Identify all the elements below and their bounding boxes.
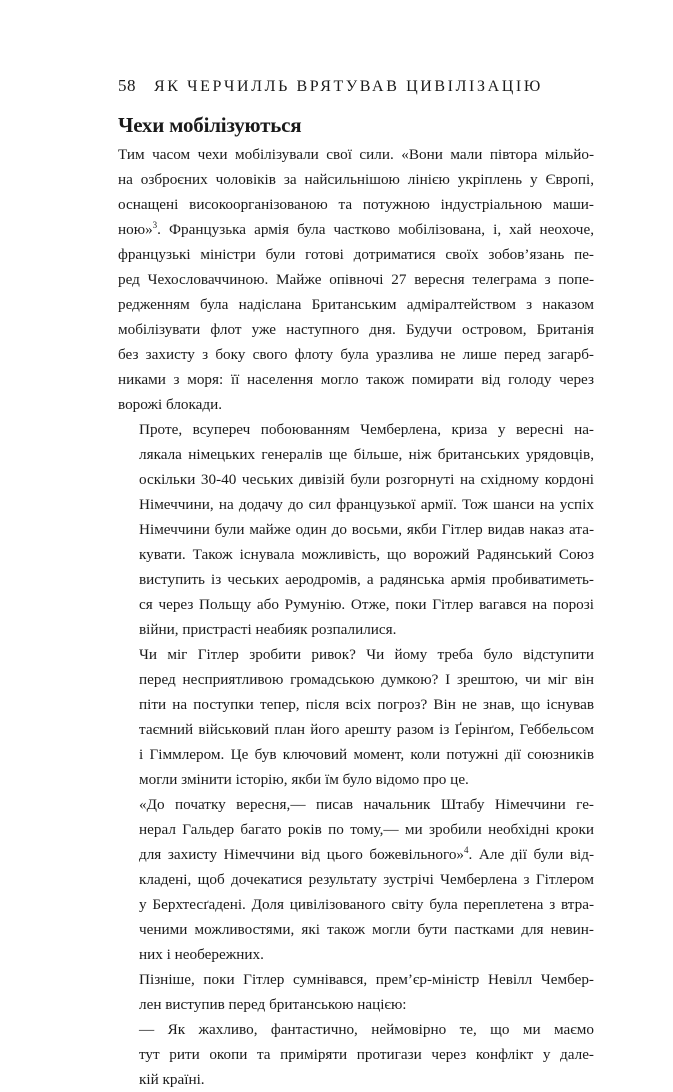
text-line: перед несприятливою громадською думкою? І зрештою, чи міг він: [139, 671, 594, 688]
text-line: кладені, щоб дочекатися результату зустрічі Чемберлена з Гітлером: [139, 871, 594, 888]
book-page: [118, 76, 594, 1092]
paragraph-5: [118, 967, 594, 1017]
text-line: кувати. Також існувала можливість, що ворожий Радянський Союз: [139, 546, 594, 563]
text-line: ченими можливостями, які також могли бути пастками для невин-: [139, 921, 594, 938]
text-line: — Як жахливо, фантастично, неймовірно те, що ми маємо: [139, 1021, 594, 1038]
paragraph-2: [118, 417, 594, 642]
text-line: нерал Гальдер багато років по тому,— ми зробили необхідні кроки: [139, 821, 594, 838]
text-line: ред Чехословаччиною. Майже опівночі 27 вересня телеграма з попе-: [118, 271, 594, 288]
text-line: «До початку вересня,— писав начальник Штабу Німеччини ге-: [139, 796, 594, 813]
text-line: ворожі блокади.: [118, 396, 223, 413]
text-line: війни, пристрасті неабияк розпалилися.: [139, 621, 397, 638]
section-title: Чехи мобілізуються: [118, 113, 302, 137]
text-line-with-footnote: ною»$^3$. Французька армія була частково мобілізована, і, хай неохоче,: [118, 219, 594, 238]
text-line: Німеччини були майже один до восьми, якби Гітлер видав наказ ата-: [139, 521, 594, 538]
text-line: французькі міністри були готові дотриматися своїх зобов’язань пе-: [118, 246, 594, 263]
text-fragment: Французька армія була частково мобілізована, і, хай неохоче,: [169, 221, 594, 238]
text-fragment: ною»: [118, 221, 153, 238]
quotation-paragraph: [118, 1017, 594, 1092]
text-line: тут рити окопи та приміряти протигази через конфлікт у дале-: [139, 1046, 594, 1063]
text-line: без захисту з боку свого флоту була уразлива не лише перед загарб-: [118, 346, 594, 363]
paragraph-3: [118, 642, 594, 792]
footnote-marker: 4: [464, 844, 469, 855]
text-line: них і необережних.: [139, 946, 264, 963]
text-line: ся через Польщу або Румунію. Отже, поки Гітлер вагався на порозі: [139, 596, 594, 613]
text-line: Німеччини, на додачу до сил французької армії. Тож шанси на успіх: [139, 496, 594, 513]
text-line-with-footnote: для захисту Німеччини від цього божевільного»$^4$. Але дії були від-: [139, 844, 595, 863]
book-title: ЯК ЧЕРЧИЛЛЬ ВРЯТУВАВ ЦИВІЛІЗАЦІЮ: [154, 78, 543, 95]
text-line: никами з моря: її населення могло також помирати від голоду через: [118, 371, 594, 388]
text-line: на озброєних чоловіків за найсильнішою лінією укріплень у Європі,: [118, 171, 594, 188]
text-line: Проте, всупереч побоюванням Чемберлена, криза у вересні на-: [139, 421, 594, 438]
text-line: мобілізувати флот уже наступного дня. Будучи островом, Британія: [118, 321, 594, 338]
text-line: і Гіммлером. Це був ключовий момент, коли потужні дії союзників: [139, 746, 594, 763]
text-line: піти на поступки тепер, після всіх погроз? Він не знав, що існував: [139, 696, 594, 713]
footnote-marker: 3: [152, 219, 158, 230]
text-line: лен виступив перед британською нацією:: [139, 996, 407, 1013]
text-fragment: Але дії були від-: [478, 846, 595, 863]
text-line: виступить із чеських аеродромів, а радянська армія пробиватиметь-: [139, 571, 594, 588]
text-line: Пізніше, поки Гітлер сумнівався, прем’єр-міністр Невілл Чембер-: [139, 971, 594, 988]
text-fragment: для захисту Німеччини від цього божевільного»: [139, 846, 465, 863]
text-line: оскільки 30-40 чеських дивізій були розгорнуті на східному кордоні: [139, 471, 594, 488]
text-line: кій країні.: [139, 1071, 205, 1088]
text-line: Тим часом чехи мобілізували свої сили. «Вони мали півтора мільйо-: [118, 146, 594, 163]
paragraph-1: [118, 142, 594, 417]
text-line: редженням була надіслана Британським адміралтейством з наказом: [118, 296, 594, 313]
page-number: 58: [118, 76, 136, 95]
running-header: [118, 76, 594, 102]
text-line: таємний військовий план його арешту разом із Ґерінґом, Геббельсом: [139, 721, 594, 738]
text-line: оснащені високоорганізованою та потужною індустріальною маши-: [118, 196, 594, 213]
text-line: у Берхтесґадені. Доля цивілізованого світу була переплетена з втра-: [139, 896, 594, 913]
text-line: могли змінити історію, якби їм було відомо про це.: [139, 771, 469, 788]
text-line: Чи міг Гітлер зробити ривок? Чи йому треба було відступити: [139, 646, 594, 663]
paragraph-4: [118, 792, 594, 967]
text-line: лякала німецьких генералів ще більше, ніж британських урядовців,: [139, 446, 594, 463]
body-text: [118, 142, 594, 1092]
